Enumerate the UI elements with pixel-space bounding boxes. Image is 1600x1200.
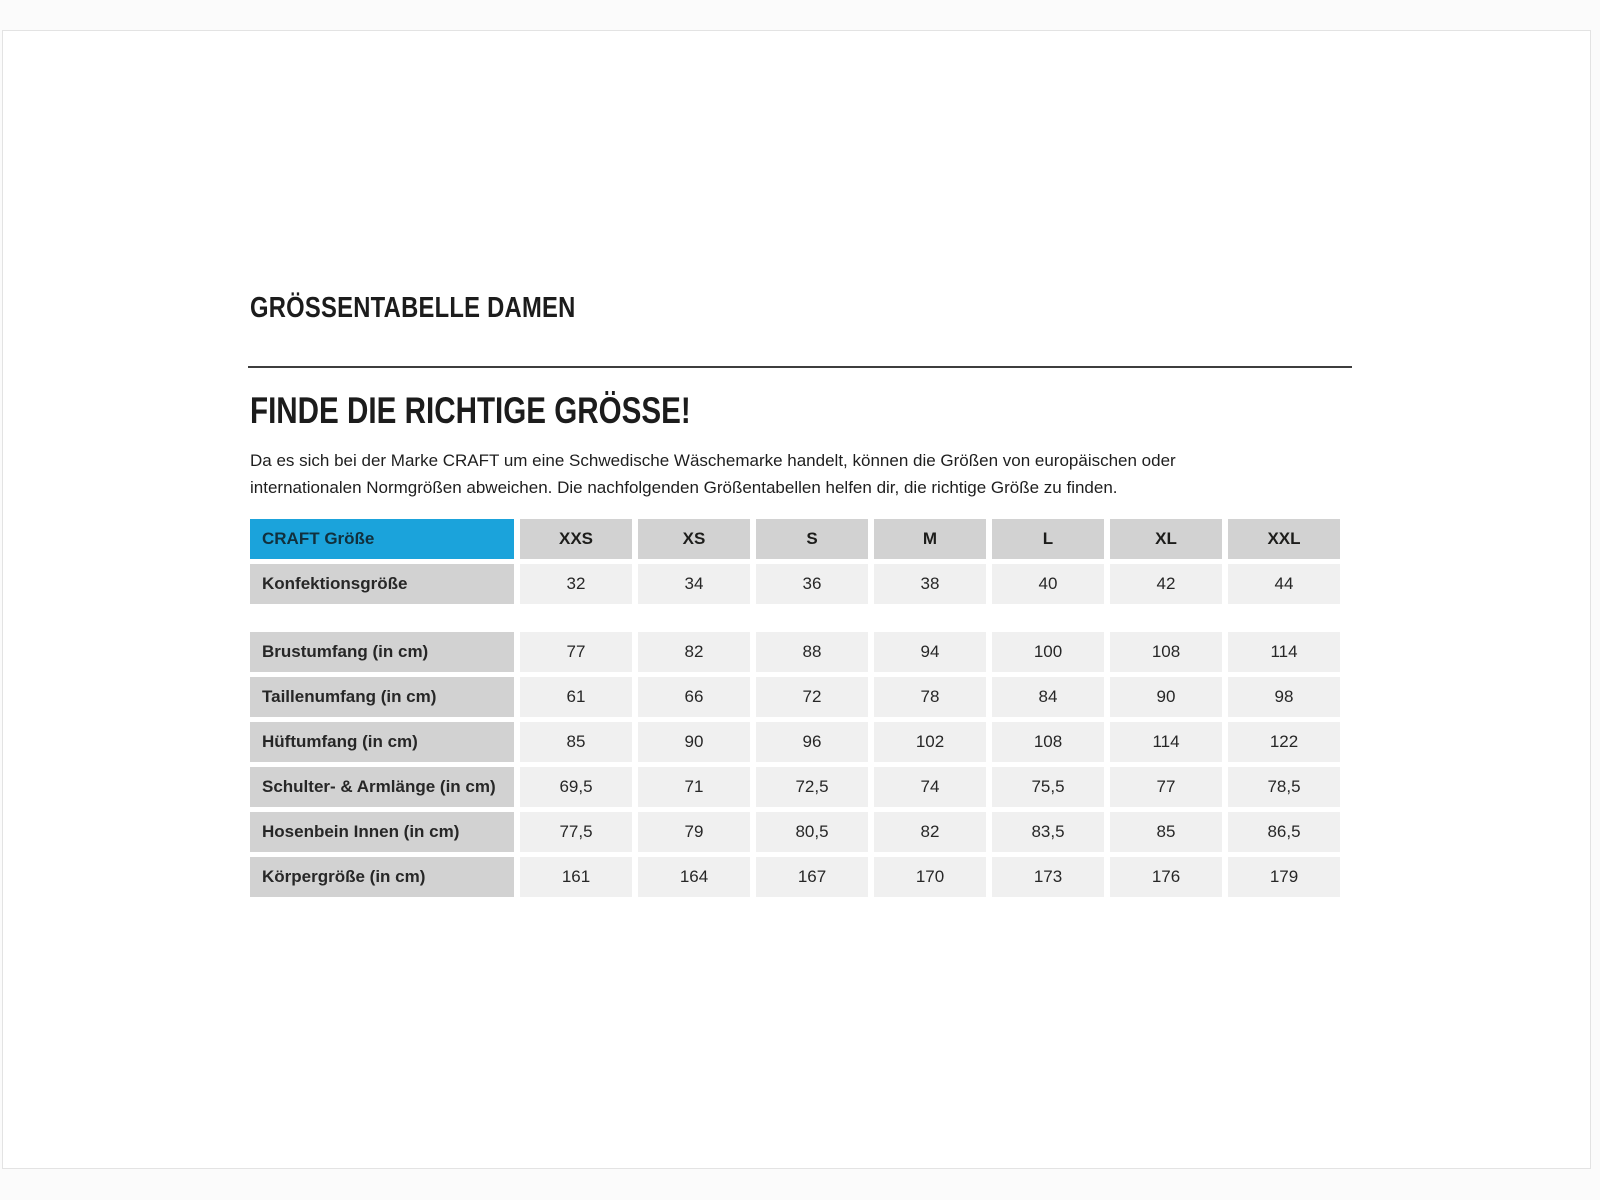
size-value-cell: 167 xyxy=(756,857,868,897)
size-value-cell: 77,5 xyxy=(520,812,632,852)
row-label-cell: Hosenbein Innen (in cm) xyxy=(250,812,514,852)
size-value-cell: 170 xyxy=(874,857,986,897)
size-value-cell: 71 xyxy=(638,767,750,807)
size-value-cell: 114 xyxy=(1228,632,1340,672)
size-value-cell: 86,5 xyxy=(1228,812,1340,852)
size-value-cell: 80,5 xyxy=(756,812,868,852)
intro-line-2: internationalen Normgrößen abweichen. Die nachfolgenden Größentabellen helfen dir, die richtige Größe zu finden. xyxy=(250,478,1118,497)
size-value-cell: 176 xyxy=(1110,857,1222,897)
size-value-cell: 82 xyxy=(874,812,986,852)
table-row xyxy=(250,812,1340,852)
size-value-cell: 164 xyxy=(638,857,750,897)
size-value-cell: 173 xyxy=(992,857,1104,897)
size-value-cell: 179 xyxy=(1228,857,1340,897)
row-label-cell: Schulter- & Armlänge (in cm) xyxy=(250,767,514,807)
size-column-header-cell: XL xyxy=(1110,519,1222,559)
title-divider-line xyxy=(248,366,1352,368)
size-value-cell: 94 xyxy=(874,632,986,672)
size-value-cell: 85 xyxy=(520,722,632,762)
size-value-cell: 102 xyxy=(874,722,986,762)
table-header-row xyxy=(250,519,1340,559)
row-label-cell: Brustumfang (in cm) xyxy=(250,632,514,672)
size-column-header-cell: XXL xyxy=(1228,519,1340,559)
size-value-cell: 79 xyxy=(638,812,750,852)
table-row xyxy=(250,857,1340,897)
size-table xyxy=(244,514,1346,902)
size-value-cell: 78 xyxy=(874,677,986,717)
table-row xyxy=(250,632,1340,672)
size-value-cell: 75,5 xyxy=(992,767,1104,807)
size-value-cell: 78,5 xyxy=(1228,767,1340,807)
section-title: GRÖSSENTABELLE DAMEN xyxy=(250,292,576,324)
size-value-cell: 77 xyxy=(1110,767,1222,807)
size-value-cell: 69,5 xyxy=(520,767,632,807)
size-column-header-cell: S xyxy=(756,519,868,559)
size-column-header-cell: L xyxy=(992,519,1104,559)
size-value-cell: 96 xyxy=(756,722,868,762)
table-row xyxy=(250,767,1340,807)
size-value-cell: 44 xyxy=(1228,564,1340,604)
size-value-cell: 83,5 xyxy=(992,812,1104,852)
table-row xyxy=(250,564,1340,604)
craft-size-header-cell: CRAFT Größe xyxy=(250,519,514,559)
size-value-cell: 122 xyxy=(1228,722,1340,762)
size-value-cell: 114 xyxy=(1110,722,1222,762)
size-value-cell: 72 xyxy=(756,677,868,717)
size-value-cell: 161 xyxy=(520,857,632,897)
size-value-cell: 108 xyxy=(992,722,1104,762)
size-value-cell: 34 xyxy=(638,564,750,604)
size-column-header-cell: XXS xyxy=(520,519,632,559)
intro-line-1: Da es sich bei der Marke CRAFT um eine Schwedische Wäschemarke handelt, können die Größen von europäischen oder xyxy=(250,451,1176,470)
size-column-header-cell: XS xyxy=(638,519,750,559)
size-value-cell: 72,5 xyxy=(756,767,868,807)
row-label-cell: Taillenumfang (in cm) xyxy=(250,677,514,717)
size-value-cell: 32 xyxy=(520,564,632,604)
size-value-cell: 108 xyxy=(1110,632,1222,672)
size-value-cell: 90 xyxy=(1110,677,1222,717)
size-value-cell: 84 xyxy=(992,677,1104,717)
size-value-cell: 82 xyxy=(638,632,750,672)
size-value-cell: 85 xyxy=(1110,812,1222,852)
size-value-cell: 36 xyxy=(756,564,868,604)
size-value-cell: 77 xyxy=(520,632,632,672)
row-label-cell: Konfektionsgröße xyxy=(250,564,514,604)
size-value-cell: 42 xyxy=(1110,564,1222,604)
size-column-header-cell: M xyxy=(874,519,986,559)
size-value-cell: 98 xyxy=(1228,677,1340,717)
size-value-cell: 100 xyxy=(992,632,1104,672)
row-label-cell: Hüftumfang (in cm) xyxy=(250,722,514,762)
size-value-cell: 74 xyxy=(874,767,986,807)
size-value-cell: 66 xyxy=(638,677,750,717)
size-value-cell: 88 xyxy=(756,632,868,672)
size-value-cell: 38 xyxy=(874,564,986,604)
page-heading: FINDE DIE RICHTIGE GRÖSSE! xyxy=(250,390,691,431)
intro-paragraph xyxy=(250,447,1176,501)
size-value-cell: 40 xyxy=(992,564,1104,604)
table-row xyxy=(250,677,1340,717)
size-value-cell: 61 xyxy=(520,677,632,717)
size-value-cell: 90 xyxy=(638,722,750,762)
table-row xyxy=(250,722,1340,762)
spacer-cell xyxy=(250,609,1340,627)
row-label-cell: Körpergröße (in cm) xyxy=(250,857,514,897)
spacer-row xyxy=(250,609,1340,627)
